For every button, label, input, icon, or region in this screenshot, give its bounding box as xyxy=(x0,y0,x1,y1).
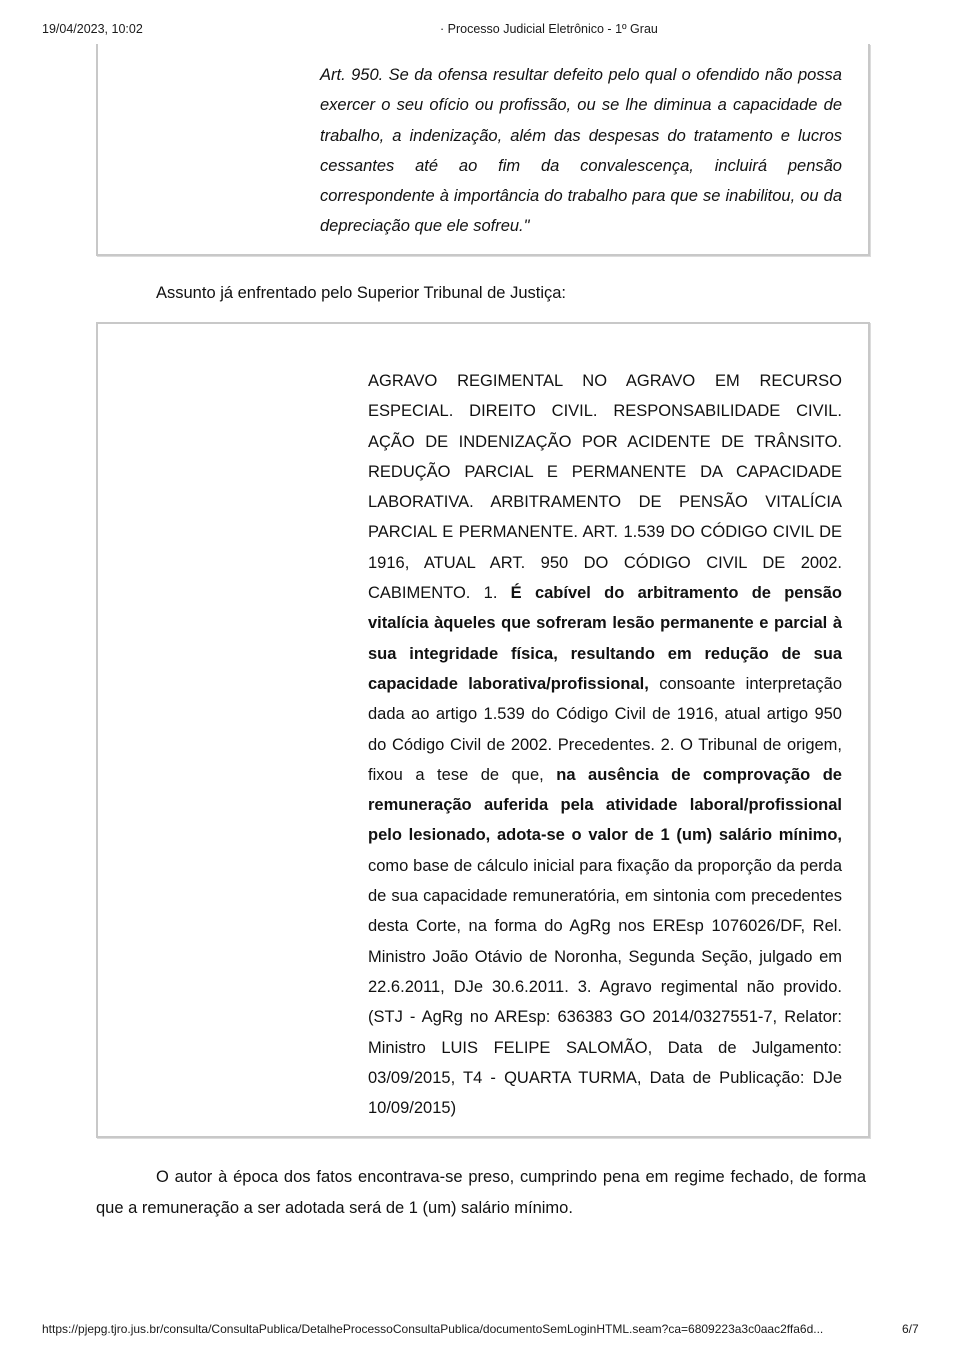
ementa-text-3: como base de cálculo inicial para fixação da proporção da perda de sua capacidade remuneratória, em sintonia com precedentes desta Corte, na forma do AgRg nos EREsp 1076026/DF, Rel. Ministro João Otávio de Noronha, Segunda Seção, julgado em 22.6.2011, DJe 30.6.2011. 3. Agravo regimental não provido. (STJ - AgRg no AREsp: 636383 GO 2014/0327551-7, Relator: Ministro LUIS FELIPE SALOMÃO, Data de Julgamento: 03/09/2015, T4 - QUARTA TURMA, Data de Publicação: DJe 10/09/2015) xyxy=(368,856,842,1118)
intro-paragraph: Assunto já enfrentado pelo Superior Tribunal de Justiça: xyxy=(156,284,567,302)
ementa-bold-2: na ausência de comprovação de remuneração auferida pela atividade laboral/profissional pelo lesionado, adota-se o valor de 1 (um) salário mínimo, xyxy=(368,765,842,845)
print-date: 19/04/2023, 10:02 xyxy=(42,22,143,36)
conclusion-paragraph: O autor à época dos fatos encontrava-se preso, cumprindo pena em regime fechado, de forma que a remuneração a ser adotada será de 1 (um) salário mínimo. xyxy=(96,1168,866,1217)
quote-art-950: Art. 950. Se da ofensa resultar defeito pelo qual o ofendido não possa exercer o seu ofício ou profissão, ou se lhe diminua a capacidade de trabalho, a indenização, além das despesas do tratamento e lucros cessantes até ao fim da convalescença, incluirá pensão correspondente à importância do trabalho para que se inabilitou, ou da depreciação que ele sofreu." xyxy=(320,66,842,236)
page-footer xyxy=(0,1322,960,1342)
ementa-text-1: AGRAVO REGIMENTAL NO AGRAVO EM RECURSO ESPECIAL. DIREITO CIVIL. RESPONSABILIDADE CIVIL. AÇÃO DE INDENIZAÇÃO POR ACIDENTE DE TRÂNSITO. REDUÇÃO PARCIAL E PERMANENTE DA CAPACIDADE LABORATIVA. ARBITRAMENTO DE PENSÃO VITALÍCIA PARCIAL E PERMANENTE. ART. 1.539 DO CÓDIGO CIVIL DE 1916, ATUAL ART. 950 DO CÓDIGO CIVIL DE 2002. CABIMENTO. 1. xyxy=(368,372,842,603)
ementa-text-2: consoante interpretação dada ao artigo 1.539 do Código Civil de 1916, atual artigo 950 do Código Civil de 2002. Precedentes. 2. O Tribunal de origem, fixou a tese de que, xyxy=(368,674,842,784)
stj-ementa xyxy=(368,366,842,1123)
ementa-bold-1: É cabível do arbitramento de pensão vitalícia àqueles que sofreram lesão permanente e parcial à sua integridade física, resultando em redução de sua capacidade laborativa/profissional, xyxy=(368,584,842,693)
footer-url: https://pjepg.tjro.jus.br/consulta/ConsultaPublica/DetalheProcessoConsultaPublica/documentoSemLoginHTML.seam?ca=6809223a3c0aac2ffa6d... xyxy=(42,1322,824,1336)
header-title: · Processo Judicial Eletrônico - 1º Grau xyxy=(440,22,658,36)
page-number: 6/7 xyxy=(902,1322,919,1336)
page-header xyxy=(0,22,960,42)
